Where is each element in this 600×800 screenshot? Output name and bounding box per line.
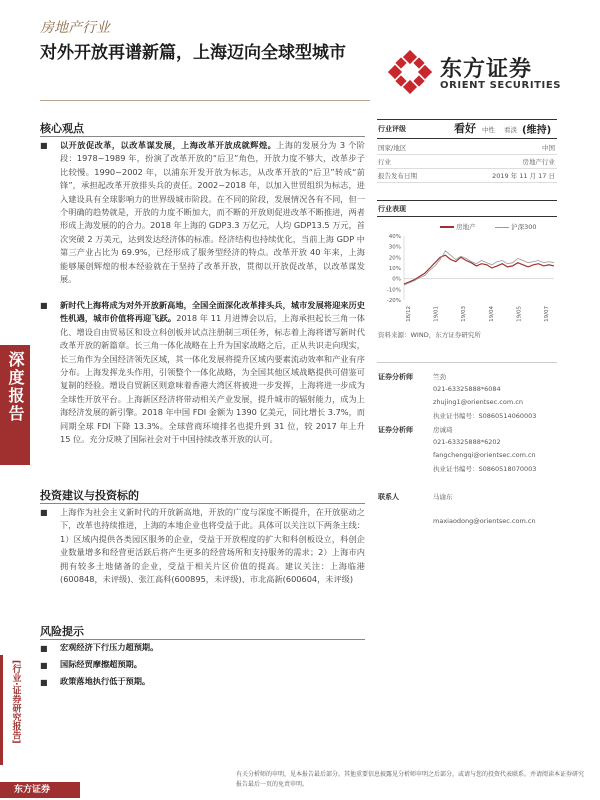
- x-tick-label: 19/03: [461, 306, 468, 322]
- x-tick-label: 19/04: [488, 306, 495, 322]
- rating-row-rule: [377, 182, 557, 183]
- x-tick-label: 18/12: [406, 306, 412, 322]
- industry-performance-chart: [378, 232, 558, 332]
- bullet-icon: ■: [40, 644, 48, 653]
- report-category-text: [行业·证券研究报告]: [10, 660, 21, 744]
- section-rule: [40, 136, 365, 137]
- rating-row-label: 行业: [378, 158, 391, 166]
- bullet-icon: ■: [40, 301, 48, 310]
- risk-item: 政策落地执行低于预期。: [60, 676, 151, 686]
- analyst-email[interactable]: fangchengqi@orientsec.com.cn: [433, 451, 536, 459]
- title-divider: [40, 100, 370, 101]
- core-paragraph-1: 以开放促改革，以改革谋发展，上海改革开放成就辉煌。上海的发展分为 3 个阶段：1978~1989 年，扮演了改革开放的“后卫”角色，开放力度不够大，改革步子比较慢。1990~2002 年，以浦东开发开放为标志，从改革开放的“后卫”转成“前锋”，承担起改革开放排头兵的责任。2002~2018 年，以加入世贸组织为标志，进入建设具有全球影响力的世界级城市阶段。在不同的阶段，发展情况各有不同，但一个明确的趋势就是，开放的力度不断加大，而不断的开放则促进改革不断推进，两者形成上海发展的的合力。2018 年上海的 GDP3.3 万亿元，人均 GDP13.5 万元，首次突破 2 万美元，达到发达经济体的标准。经济结构也持续优化，当前上海 GDP 中第三产业占比为 69.9%，已经形成了服务型经济的特点。改革开放 40 年来，上海能够屡创辉煌的根本经验就在于坚持了改革开放，贯彻以开放促改革，以改革谋发展。: [60, 140, 365, 285]
- logo-text-cn: 东方证券: [440, 57, 533, 82]
- rating-row-value: 中国: [542, 144, 555, 152]
- rating-rule: [377, 138, 557, 139]
- chart-title: 行业表现: [378, 205, 406, 213]
- x-tick-label: 19/01: [433, 306, 440, 322]
- chart-top-rule: [377, 200, 557, 201]
- analyst-name: 竺劲: [433, 373, 446, 381]
- analyst-cert: 执业证书编号：S0860518070003: [433, 465, 537, 473]
- bullet-icon: ■: [40, 678, 48, 687]
- y-tick-label: 10%: [388, 266, 401, 272]
- bullet-icon: ■: [40, 508, 48, 517]
- risk-item: 国际经贸摩擦超预期。: [60, 659, 142, 669]
- legend-swatch-hs300: [495, 227, 509, 228]
- rating-row-label: 国家/地区: [378, 144, 407, 152]
- y-tick-label: 0%: [392, 276, 401, 283]
- footer-disclaimer: 有关分析师的申明，见本报告最后部分。其他重要信息披露见分析师申明之后部分，或请与您的投资代表联系。并请阅读本证券研究报告最后一页的免责申明。: [236, 771, 585, 788]
- rating-row-value: 房地产行业: [522, 158, 555, 166]
- series-line-hs300: [404, 251, 554, 285]
- rating-row-rule: [377, 168, 557, 169]
- chart-title-rule: [377, 216, 557, 217]
- rating-status: (维持): [522, 125, 552, 136]
- analyst-role: 证券分析师: [378, 426, 413, 434]
- company-logo: [388, 50, 432, 94]
- section-heading-core: 核心观点: [40, 122, 84, 135]
- report-type-tab: [0, 345, 30, 465]
- contact-name: 马谕东: [433, 493, 453, 501]
- rating-row-rule: [377, 154, 557, 155]
- analyst-name: 房诚琦: [433, 426, 453, 434]
- section-heading-risk: 风险提示: [40, 625, 84, 638]
- invest-paragraph: 上海作为社会主义新时代的开放新高地，开放的广度与深度不断提升，在开放驱动之下，改革也持续推进，上海的本地企业也将受益于此。具体可以关注以下两条主线：1）区域内提供各类园区服务的企业，受益于开放程度的扩大和科创板设立，科创企业数量增多和经营更活跃后将产生更多的经营场所和支持服务的需求；2）上海市内拥有较多土地储备的企业，受益于相关片区价值的提高。建议关注：上海临港(600848，未评级)、张江高科(600895，未评级)、市北高新(600604，未评级): [60, 507, 365, 585]
- y-tick-label: 30%: [388, 244, 401, 251]
- logo-text-en: ORIENT SECURITIES: [440, 80, 562, 91]
- section-rule: [40, 639, 365, 640]
- risk-item: 宏观经济下行压力超预期。: [60, 642, 159, 652]
- rating-row-value: 2019 年 11 月 17 日: [492, 172, 555, 180]
- series-line-property: [404, 255, 554, 284]
- x-tick-label: 19/07: [544, 306, 550, 322]
- report-type-text: 深度报告: [6, 351, 25, 423]
- logo-mark-icon: [388, 50, 432, 94]
- contact-email[interactable]: maxiaodong@orientsec.com.cn: [433, 517, 536, 525]
- y-tick-label: 40%: [388, 234, 401, 240]
- rating-row-label: 报告发布日期: [378, 172, 417, 180]
- chart-source: 资料来源：WIND，东方证券研究所: [378, 331, 481, 339]
- analyst-tel: 021-63325888*6202: [433, 438, 501, 446]
- analyst-top-rule: [377, 362, 557, 363]
- rating-value: 看好: [454, 122, 476, 135]
- bullet-icon: ■: [40, 661, 48, 670]
- y-tick-label: -20%: [386, 298, 401, 304]
- legend-item-property: [440, 222, 476, 231]
- y-tick-label: 20%: [388, 255, 401, 262]
- footer-brand: 东方证券: [0, 782, 80, 798]
- analyst-tel: 021-63325888*6084: [433, 385, 501, 393]
- legend-label-hs300: 沪深300: [511, 223, 537, 231]
- legend-swatch-property: [440, 226, 454, 228]
- rating-label: 行业评级: [378, 125, 406, 133]
- x-tick-label: 19/05: [516, 306, 523, 322]
- legend-label-property: 房地产: [456, 223, 476, 231]
- contact-role: 联系人: [378, 493, 399, 501]
- rating-mid: 中性: [482, 126, 495, 134]
- section-rule: [40, 503, 365, 504]
- core-paragraph-2: 新时代上海将成为对外开放新高地，全国全面深化改革排头兵，城市发展将迎来历史性机遇，城市价值将再迎飞跃。2018 年 11 月进博会以后，上海承担起长三角一体化、增设自由贸易区和设立科创板并试点注册制三项任务，标志着上海将谱写新时代改革开放的新篇章。长三角一体化战略在上升为国家战略之后，正从共识走向现实，长三角作为全国经济领先区域，其一体化发展将提升区域内要素流动效率和产业有序分布。上海发挥龙头作用，引领整个一体化战略，为全国其他区域战略提供可借鉴可复制的经验。增设自贸新区则意味着香港大湾区将被进一步发挥，上海将进一步成为全球性开放平台。上海新区经济将带动相关产业发展，提升城市的辐射能力，成为上海经济发展的新引擎。2018 年中国 FDI 金额为 1390 亿美元，同比增长 3.7%，而同期全球 FDI 下降 13.3%。全球营商环境排名也提升到 31 位，较 2017 年上升 15 位。充分反映了国际社会对于中国持续改革开放的认可。: [60, 300, 365, 445]
- legend-item-hs300: [495, 222, 537, 231]
- report-title: 对外开放再谱新篇，上海迈向全球型城市: [40, 43, 346, 63]
- analyst-cert: 执业证书编号：S0860514060003: [433, 412, 537, 420]
- industry-label: 房地产行业: [40, 20, 110, 36]
- y-tick-label: -10%: [386, 287, 401, 294]
- analyst-email[interactable]: zhujing1@orientsec.com.cn: [433, 398, 523, 406]
- bullet-icon: ■: [40, 141, 48, 150]
- rating-low: 看淡: [504, 126, 517, 134]
- section-heading-invest: 投资建议与投资标的: [40, 489, 139, 502]
- analyst-role: 证券分析师: [378, 373, 413, 381]
